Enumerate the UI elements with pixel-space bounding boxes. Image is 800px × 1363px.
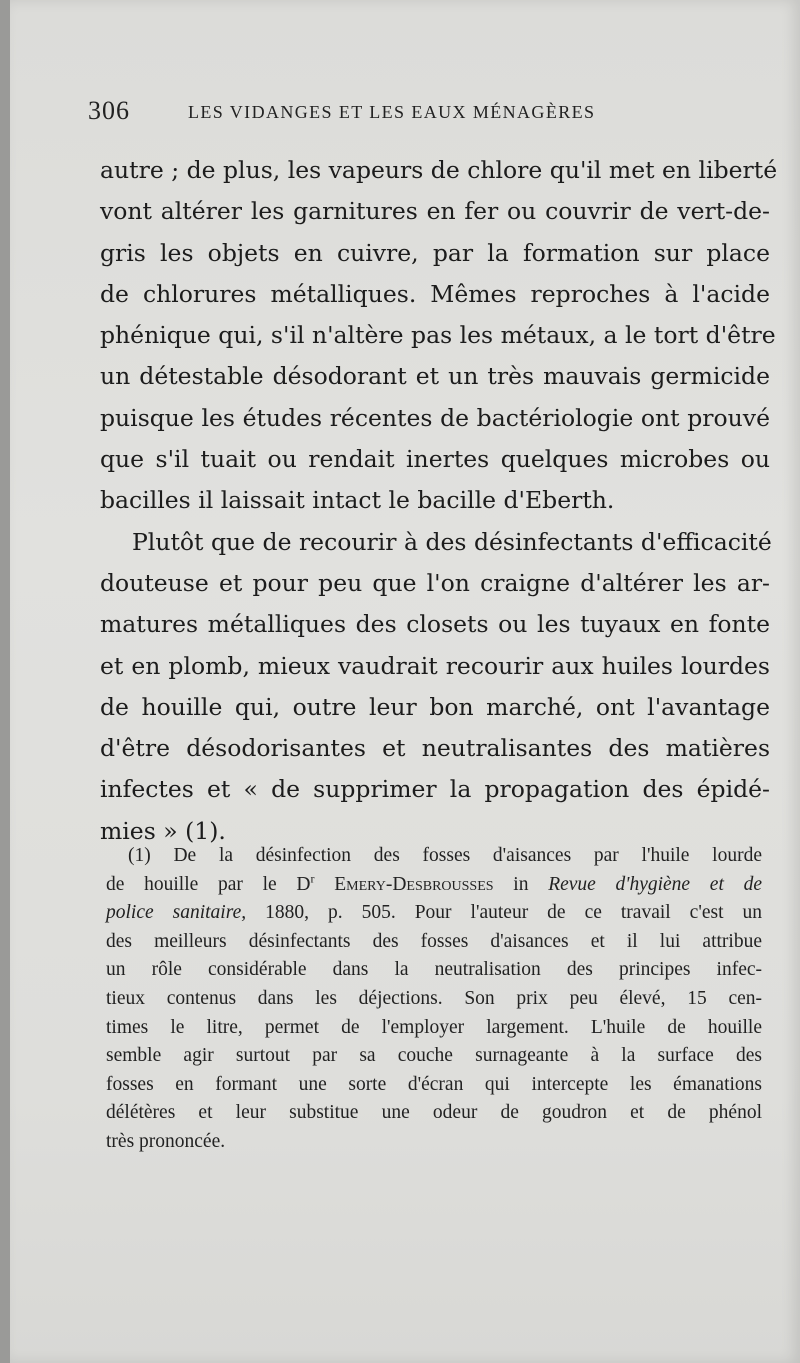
main-text	[100, 150, 778, 852]
footnote-text: in	[493, 873, 549, 895]
text-line: matures métalliques des closets ou les tuyaux en fonte	[100, 610, 770, 639]
footnote-line: très prononcée.	[106, 1130, 226, 1152]
footnote-text: de houille par le D	[106, 873, 311, 895]
text-line: Plutôt que de recourir à des désinfectants d'efficacité	[132, 527, 772, 556]
footnote-line: délétères et leur substitue une odeur de goudron et de phénol	[106, 1102, 762, 1124]
text-line: phénique qui, s'il n'altère pas les métaux, a le tort d'être	[100, 321, 776, 350]
running-head: LES VIDANGES ET LES EAUX MÉNAGÈRES	[188, 102, 596, 122]
book-page	[10, 0, 800, 1363]
footnote-line: times le litre, permet de l'employer largement. L'huile de houille	[106, 1016, 762, 1038]
footnote-line: tieux contenus dans les déjections. Son prix peu élevé, 15 cen-	[106, 987, 762, 1009]
journal-title: Revue d'hygiène et de	[548, 873, 763, 895]
footnote-text: 1880, p. 505. Pour l'auteur de ce travail c'est un	[246, 902, 762, 924]
text-line: douteuse et pour peu que l'on craigne d'altérer les ar-	[100, 568, 770, 597]
footnote-line: semble agir surtout par sa couche surnageante à la surface des	[106, 1045, 762, 1067]
footnote-line: un rôle considérable dans la neutralisation des principes infec-	[106, 959, 762, 981]
footnote-line	[106, 899, 762, 928]
text-line: un détestable désodorant et un très mauvais germicide	[100, 362, 770, 391]
page-number: 306	[88, 96, 130, 125]
text-line: que s'il tuait ou rendait inertes quelques microbes ou	[100, 445, 770, 474]
superscript: r	[310, 871, 315, 886]
paragraph-1	[100, 150, 778, 522]
text-line: vont altérer les garnitures en fer ou couvrir de vert-de-	[100, 197, 770, 226]
text-line: bacilles il laissait intact le bacille d'Eberth.	[100, 486, 615, 515]
text-line: mies » (1).	[100, 816, 226, 845]
footnote-line: (1) De la désinfection des fosses d'aisances par l'huile lourde	[128, 845, 762, 866]
footnote	[106, 842, 762, 1157]
text-line: infectes et « de supprimer la propagation des épidé-	[100, 775, 770, 804]
text-line: d'être désodorisantes et neutralisantes des matières	[100, 734, 770, 763]
footnote-line	[106, 871, 762, 900]
text-line: de houille qui, outre leur bon marché, ont l'avantage	[100, 692, 770, 721]
journal-title: police sanitaire,	[106, 902, 247, 924]
text-line: gris les objets en cuivre, par la formation sur place	[100, 238, 770, 267]
text-line: de chlorures métalliques. Mêmes reproches à l'acide	[100, 279, 770, 308]
text-line: et en plomb, mieux vaudrait recourir aux huiles lourdes	[100, 651, 770, 680]
footnote-line: fosses en formant une sorte d'écran qui intercepte les émanations	[106, 1073, 762, 1095]
paragraph-2	[100, 522, 770, 852]
text-line: puisque les études récentes de bactériologie ont prouvé	[100, 403, 770, 432]
text-line: autre ; de plus, les vapeurs de chlore qu'il met en liberté	[100, 156, 778, 184]
author-name: Emery-Desbrousses	[334, 873, 494, 895]
page-header	[88, 96, 728, 130]
footnote-line: des meilleurs désinfectants des fosses d'aisances et il lui attribue	[106, 930, 762, 952]
